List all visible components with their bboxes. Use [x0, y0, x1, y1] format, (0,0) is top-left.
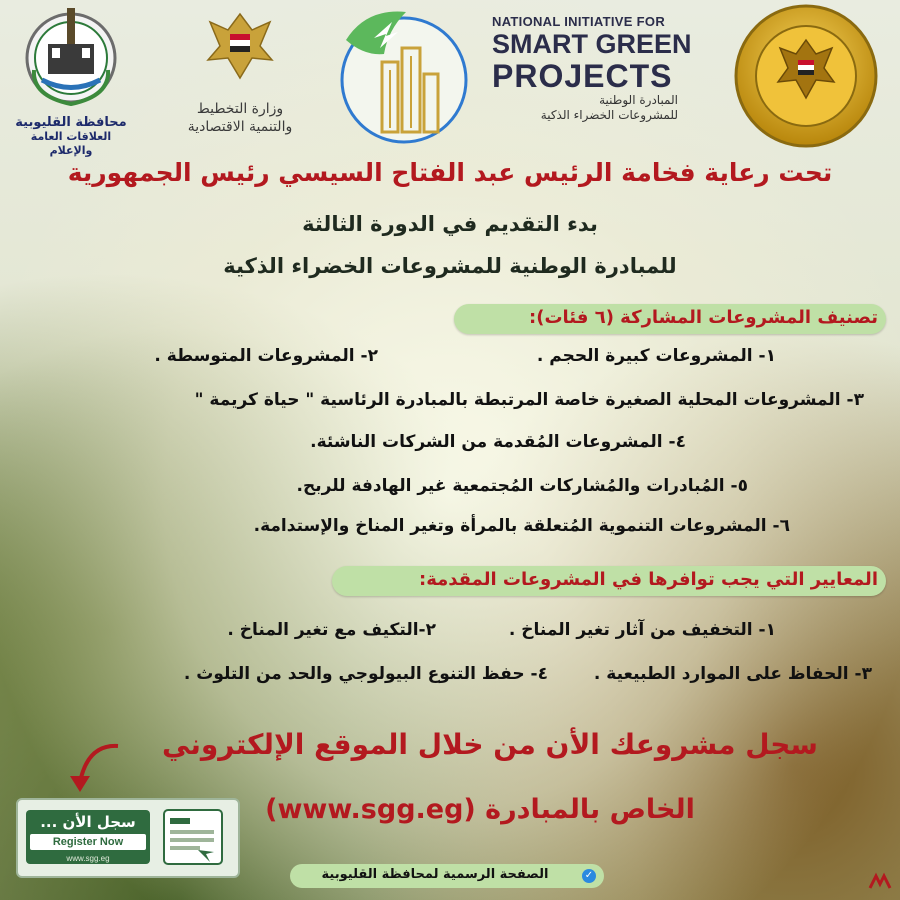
register-url: www.sgg.eg	[66, 854, 110, 863]
category-item-1: ١- المشروعات كبيرة الحجم .	[536, 346, 776, 366]
register-now-en-label: Register Now	[30, 834, 146, 850]
green-building-icon	[336, 0, 472, 150]
categories-title: تصنيف المشروعات المشاركة (٦ فئات):	[529, 307, 878, 328]
criteria-title: المعايير التي يجب توافرها في المشروعات المقدمة:	[419, 569, 878, 590]
criteria-item-1: ١- التخفيف من آثار تغير المناخ .	[508, 620, 776, 640]
footer-official-page[interactable]	[290, 864, 604, 888]
initiative-text-logo	[492, 14, 702, 144]
egypt-eagle-icon	[170, 0, 310, 90]
headline: تحت رعاية فخامة الرئيس عبد الفتاح السيسي رئيس الجمهورية	[67, 158, 833, 187]
initiative-ar-line1: المبادرة الوطنية	[599, 93, 678, 107]
qalyubia-logo	[12, 0, 130, 157]
category-item-3: ٣- المشروعات المحلية الصغيرة خاصة المرتبطة بالمبادرة الرئاسية " حياة كريمة "	[194, 390, 864, 410]
cabinet-seal-logo	[728, 2, 884, 152]
curved-arrow-icon	[58, 738, 128, 798]
footer-label: الصفحة الرسمية لمحافظة القليوبية	[321, 867, 549, 882]
register-now-button[interactable]	[26, 810, 150, 864]
sub-line2: للمبادرة الوطنية للمشروعات الخضراء الذكية	[223, 254, 677, 278]
initiative-en-line2: SMART GREEN	[492, 29, 692, 59]
category-item-2: ٢- المشروعات المتوسطة .	[154, 346, 378, 366]
cta-line2: الخاص بالمبادرة (www.sgg.eg)	[265, 794, 695, 825]
qalyubia-caption-line2: العلاقات العامة والإعلام	[30, 130, 112, 157]
criteria-item-4: ٤- حفظ التنوع البيولوجي والحد من التلوث .	[183, 664, 548, 684]
initiative-ar-line2: للمشروعات الخضراء الذكية	[540, 108, 678, 122]
criteria-item-2: ٢-التكيف مع تغير المناخ .	[227, 620, 436, 640]
cta-line1: سجل مشروعك الأن من خلال الموقع الإلكتروني	[162, 728, 818, 761]
ministry-logo	[170, 0, 310, 150]
criteria-item-3: ٣- الحفاظ على الموارد الطبيعية .	[593, 664, 872, 684]
verified-check-icon: ✓	[582, 869, 596, 883]
corner-brand-mark-icon	[868, 872, 894, 892]
ministry-name-line1: وزارة التخطيط	[196, 101, 284, 117]
initiative-en-line1: NATIONAL INITIATIVE FOR	[492, 14, 666, 29]
egypt-cabinet-seal-icon	[728, 2, 884, 152]
ministry-name-line2: والتنمية الاقتصادية	[187, 119, 293, 135]
register-now-ar-label: سجل الأن ...	[40, 813, 136, 831]
category-item-4: ٤- المشروعات المُقدمة من الشركات الناشئة.	[310, 432, 686, 452]
initiative-en-line3: PROJECTS	[492, 58, 673, 94]
register-now-card[interactable]	[16, 798, 240, 878]
category-item-5: ٥- المُبادرات والمُشاركات المُجتمعية غير الهادفة للربح.	[296, 476, 748, 496]
form-document-icon	[158, 806, 230, 868]
sub-line1: بدء التقديم في الدورة الثالثة	[302, 212, 598, 236]
qalyubia-emblem-icon	[12, 0, 130, 112]
category-item-6: ٦- المشروعات التنموية المُتعلقة بالمرأة وتغير المناخ والإستدامة.	[253, 516, 790, 536]
initiative-building-logo	[336, 0, 472, 150]
qalyubia-caption-line1: محافظة القليوبية	[15, 115, 127, 130]
